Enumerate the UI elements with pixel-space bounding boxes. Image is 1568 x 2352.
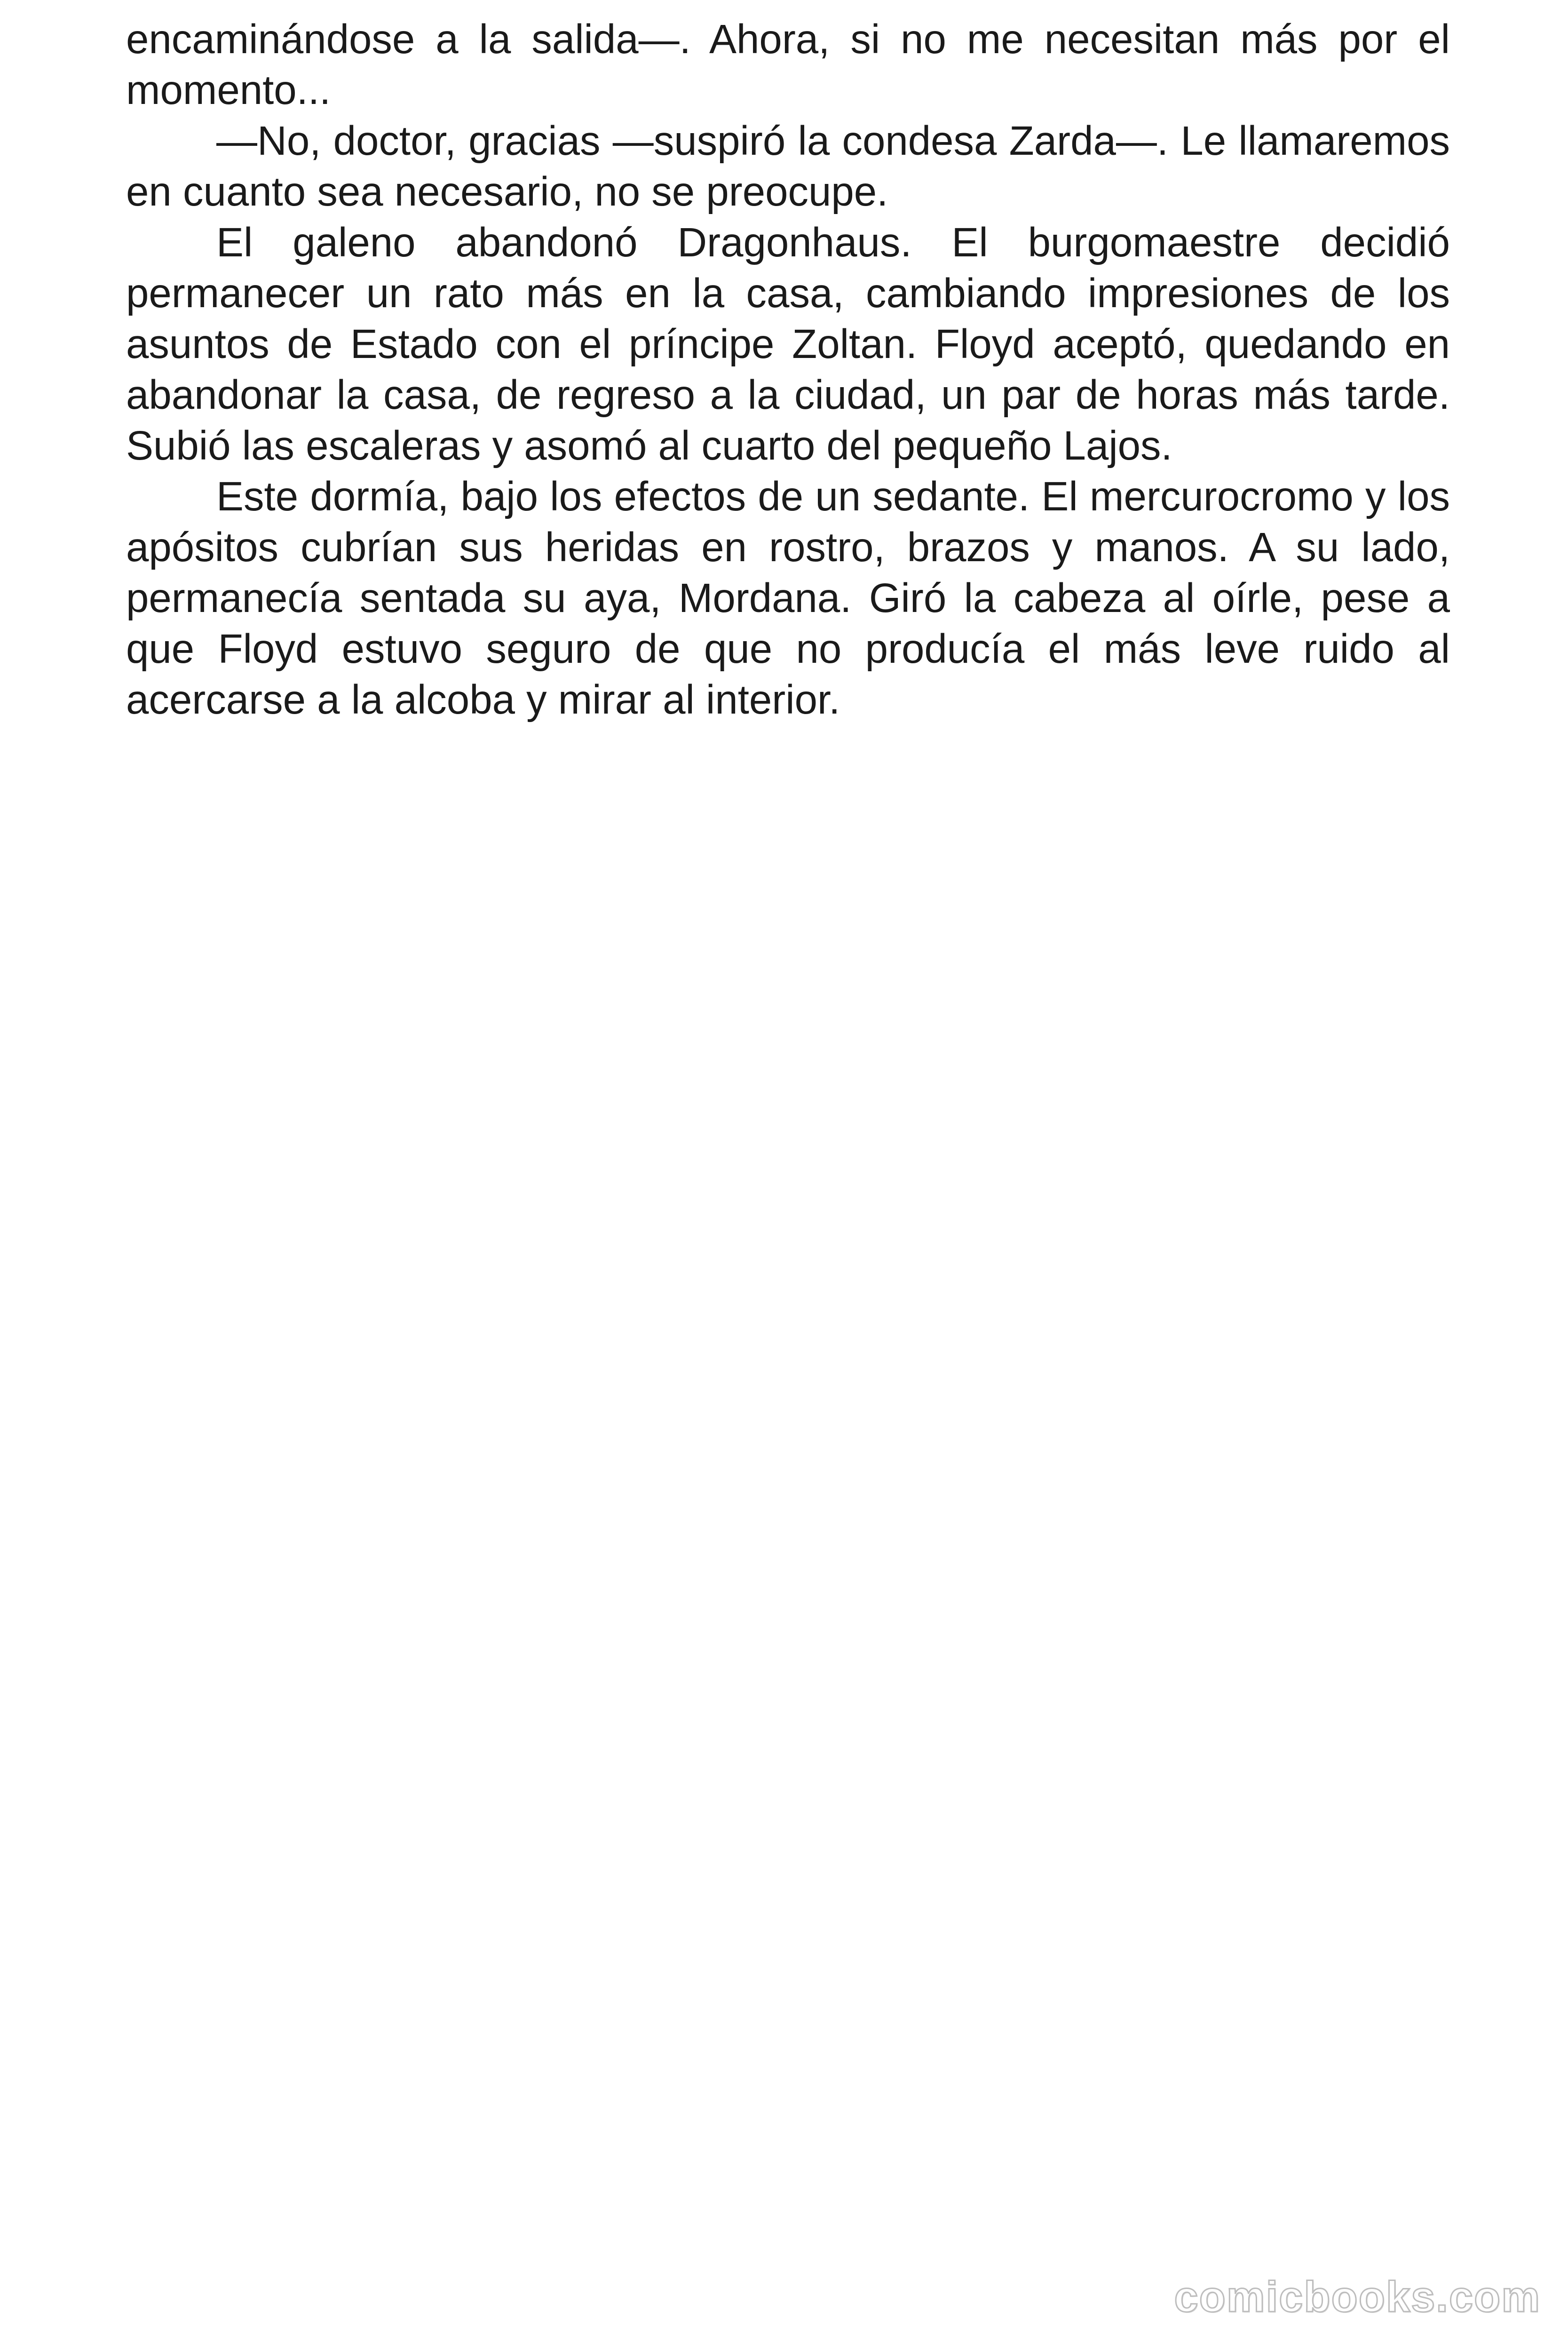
paragraph-3: El galeno abandonó Dragonhaus. El burgomaestre decidió permanecer un rato más en la casa, cambiando impresiones de los asuntos de Estado con el príncipe Zoltan. Floyd aceptó, quedando en abandonar la casa, de regreso a la ciudad, un par de horas más tarde. Subió las escaleras y asomó al cuarto del pequeño Lajos. — [126, 220, 1450, 469]
body-text — [126, 14, 1450, 725]
watermark: comicbooks.com — [1174, 2273, 1541, 2321]
paragraph-1: encaminándose a la salida—. Ahora, si no me necesitan más por el momento... — [126, 16, 1450, 113]
paragraph-4: Este dormía, bajo los efectos de un sedante. El mercurocromo y los apósitos cubrían sus heridas en rostro, brazos y manos. A su lado, permanecía sentada su aya, Mordana. Giró la cabeza al oírle, pese a que Floyd estuvo seguro de que no producía el más leve ruido al acercarse a la alcoba y mirar al interior. — [126, 474, 1450, 723]
paragraph-2: —No, doctor, gracias —suspiró la condesa Zarda—. Le llamaremos en cuanto sea necesario, no se preocupe. — [126, 118, 1450, 215]
